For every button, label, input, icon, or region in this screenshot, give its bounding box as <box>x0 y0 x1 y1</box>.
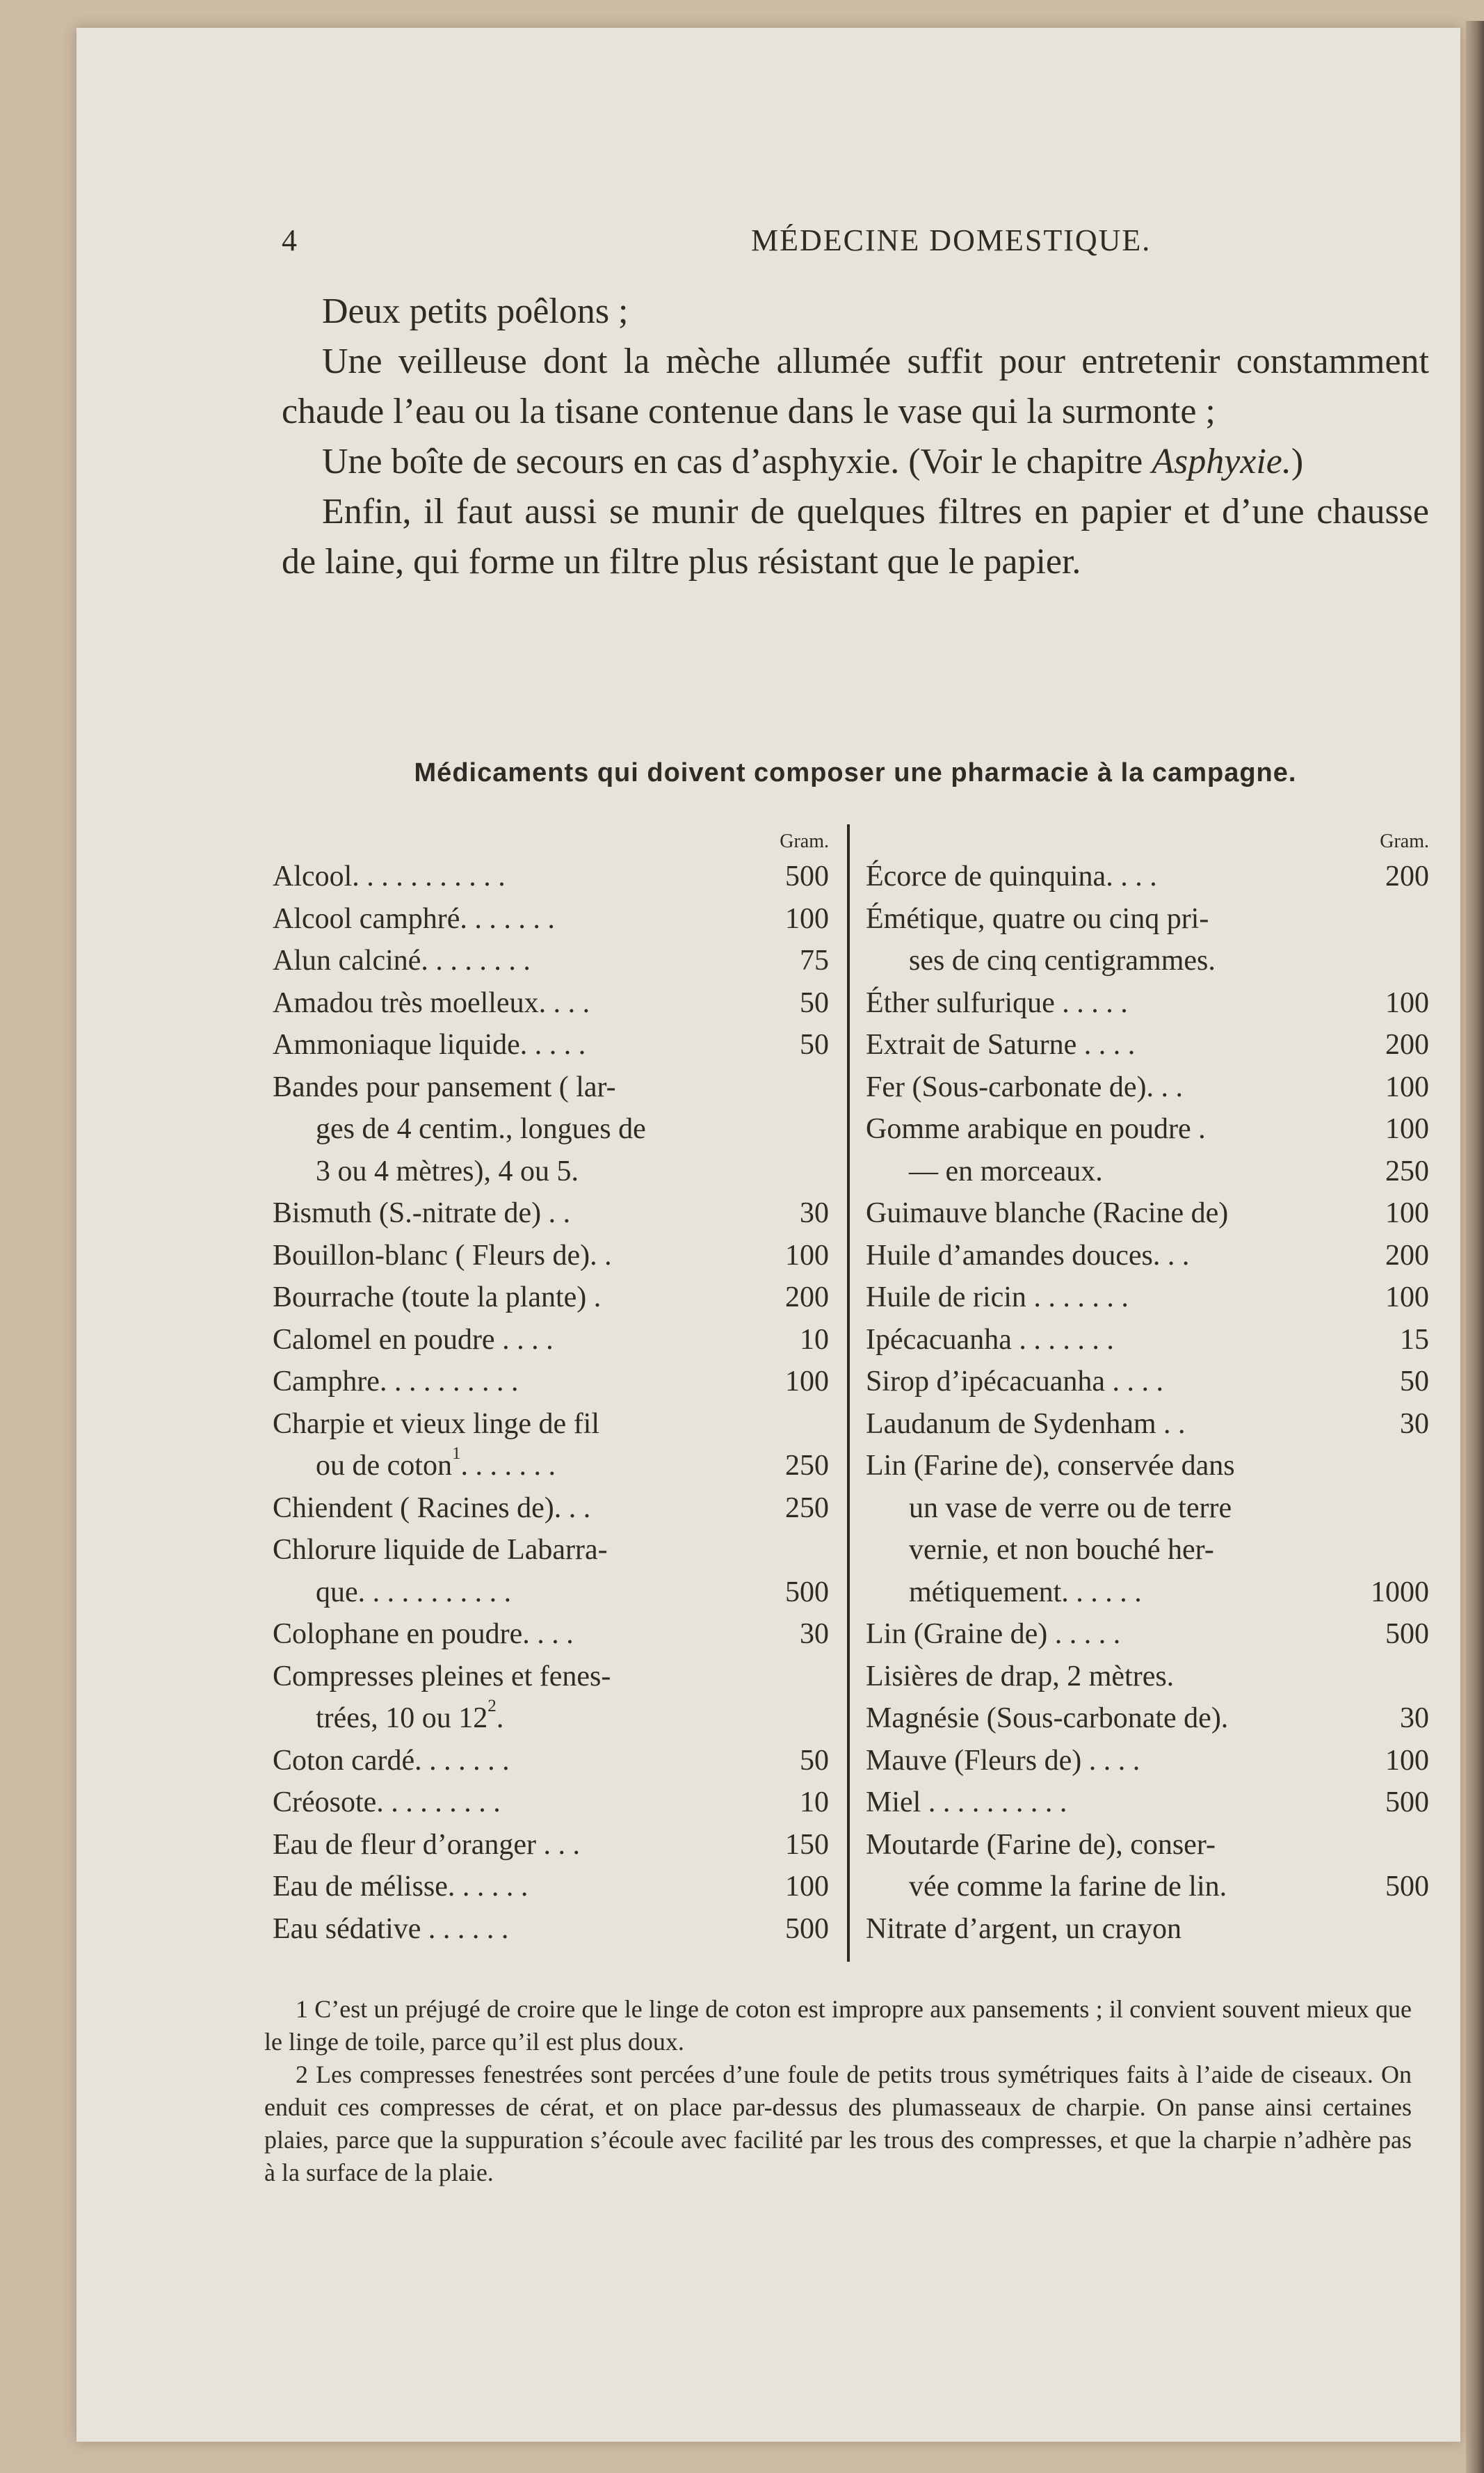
medication-name <box>866 1024 1135 1066</box>
medication-row <box>273 1529 829 1571</box>
paragraph: Enfin, il faut aussi se munir de quelques filtres en papier et d’une chausse de laine, qui forme un filtre plus résistant que le papier. <box>282 492 1429 582</box>
medication-name-text: vernie, et non bouché her- <box>909 1534 1214 1566</box>
quantity-grams: 200 <box>1385 861 1429 893</box>
medication-row <box>273 1866 829 1908</box>
medication-name <box>866 1908 1181 1951</box>
running-title: MÉDECINE DOMESTIQUE. <box>751 223 1152 257</box>
medication-row <box>866 1108 1429 1151</box>
quantity-grams: 500 <box>785 1912 829 1945</box>
medication-row <box>273 1824 829 1866</box>
medication-name <box>273 1656 611 1698</box>
medication-name-text: vée comme la farine de lin. <box>909 1871 1227 1903</box>
medication-row <box>866 1192 1429 1235</box>
medication-name-text: Sirop d’ipécacuanha . . . . <box>866 1366 1164 1398</box>
medication-name <box>273 1487 590 1530</box>
medication-name <box>316 1151 579 1193</box>
medication-name <box>316 1108 646 1151</box>
footnote-number: 2 <box>296 2060 308 2088</box>
medication-name-text: métiquement. . . . . . <box>909 1576 1142 1608</box>
quantity-grams: 500 <box>1385 1786 1429 1818</box>
medication-row <box>273 1151 829 1193</box>
medication-name <box>273 856 506 898</box>
medication-row <box>273 1235 829 1277</box>
paragraph-text: ) <box>1291 442 1304 481</box>
medication-name <box>273 1782 501 1824</box>
medication-name-text: Charpie et vieux linge de fil <box>273 1407 600 1440</box>
medication-name <box>866 1192 1228 1235</box>
medication-name <box>866 1108 1206 1151</box>
medication-name <box>273 1403 599 1446</box>
medication-name-text: Chiendent ( Racines de). . . <box>273 1491 591 1524</box>
medication-name-text: ses de cinq centigrammes. <box>909 945 1216 977</box>
medication-row <box>273 1697 829 1740</box>
medication-row <box>273 1361 829 1403</box>
medication-name <box>866 1319 1114 1361</box>
footnote <box>264 1993 1412 2058</box>
medication-name-text: Eau de mélisse. . . . . . <box>273 1871 529 1903</box>
medication-row <box>866 1697 1429 1740</box>
medication-row <box>866 898 1429 941</box>
medication-name-text: Laudanum de Sydenham . . <box>866 1407 1186 1440</box>
medication-name-text: Bismuth (S.-nitrate de) . . <box>273 1197 571 1229</box>
medication-name <box>909 940 1216 982</box>
medication-row <box>273 1445 829 1487</box>
medication-row <box>273 1066 829 1109</box>
medication-name-text: Eau sédative . . . . . . <box>273 1912 509 1945</box>
medication-row <box>273 1782 829 1824</box>
medication-row <box>866 856 1429 898</box>
medication-row <box>273 1276 829 1319</box>
medication-name-text: Ammoniaque liquide. . . . . <box>273 1029 586 1061</box>
medication-name <box>273 1824 580 1866</box>
body-text <box>282 287 1429 587</box>
medication-name-text: Huile d’amandes douces. . . <box>866 1239 1190 1272</box>
medication-name <box>866 898 1209 941</box>
medication-row <box>866 1613 1429 1656</box>
book-edge <box>1466 21 1484 2473</box>
medication-name <box>316 1445 556 1487</box>
footnote-marker: 2 <box>487 1697 497 1715</box>
medication-name-text: Magnésie (Sous-carbonate de). <box>866 1702 1229 1734</box>
section-heading: Médicaments qui doivent composer une pharmacie à la campagne. <box>414 758 1297 787</box>
quantity-grams: 500 <box>785 861 829 893</box>
medication-name-text: Gomme arabique en poudre . <box>866 1113 1206 1145</box>
medication-name <box>273 1066 616 1109</box>
medication-row <box>273 1613 829 1656</box>
paragraph: Deux petits poêlons ; <box>322 291 629 331</box>
medication-name-text: Colophane en poudre. . . . <box>273 1618 574 1650</box>
medication-name <box>273 1192 570 1235</box>
quantity-grams: 10 <box>800 1786 829 1818</box>
medication-name-text: Chlorure liquide de Labarra- <box>273 1534 608 1566</box>
medication-row <box>866 1571 1429 1614</box>
medication-name-text: Écorce de quinquina. . . . <box>866 861 1157 893</box>
quantity-grams: 250 <box>785 1491 829 1524</box>
medication-name-text: que. . . . . . . . . . . <box>316 1576 512 1608</box>
medication-name <box>316 1571 511 1614</box>
medication-row <box>866 1403 1429 1446</box>
unit-label: Gram. <box>780 831 829 852</box>
medication-name <box>909 1866 1227 1908</box>
medication-row <box>273 1656 829 1698</box>
medication-row <box>866 940 1429 982</box>
medication-name <box>909 1487 1232 1530</box>
paragraph-text: Une boîte de secours en cas d’asphyxie. (Voir le chapitre <box>322 442 1152 481</box>
medication-name <box>866 1445 1235 1487</box>
quantity-grams: 100 <box>785 1239 829 1272</box>
medication-row <box>866 1276 1429 1319</box>
quantity-grams: 100 <box>785 1871 829 1903</box>
medication-row <box>866 1151 1429 1193</box>
quantity-grams: 1000 <box>1371 1576 1429 1608</box>
medication-name-text: Amadou très moelleux. . . . <box>273 986 590 1019</box>
medication-name <box>273 898 555 941</box>
medication-row <box>273 1740 829 1782</box>
medication-name <box>273 1024 586 1066</box>
medication-name <box>866 1782 1067 1824</box>
unit-label: Gram. <box>1380 831 1429 852</box>
quantity-grams: 100 <box>1385 1113 1429 1145</box>
quantity-grams: 75 <box>800 945 829 977</box>
medication-row <box>273 982 829 1025</box>
medication-row <box>866 1824 1429 1866</box>
medication-name <box>866 1697 1228 1740</box>
medication-row <box>866 1529 1429 1571</box>
quantity-grams: 100 <box>1385 1197 1429 1229</box>
medication-name-text: — en morceaux. <box>909 1155 1103 1187</box>
quantity-grams: 50 <box>800 1029 829 1061</box>
medication-name <box>866 1066 1183 1109</box>
medication-row <box>866 1487 1429 1530</box>
column-divider <box>847 824 850 1962</box>
medication-name <box>273 1613 574 1656</box>
medication-row <box>866 1908 1429 1951</box>
medication-name-text: Créosote. . . . . . . . . <box>273 1786 501 1818</box>
medication-name-text: Alcool. . . . . . . . . . . <box>273 861 506 893</box>
medication-name <box>866 1276 1129 1319</box>
medication-name <box>316 1697 503 1740</box>
quantity-grams: 500 <box>1385 1871 1429 1903</box>
medication-name-text: ges de 4 centim., longues de <box>316 1113 646 1145</box>
medication-row <box>273 1192 829 1235</box>
medication-name-text: Huile de ricin . . . . . . . <box>866 1281 1129 1313</box>
medication-row <box>866 1445 1429 1487</box>
medication-name-text: 3 ou 4 mètres), 4 ou 5. <box>316 1155 579 1187</box>
quantity-grams: 250 <box>1385 1155 1429 1187</box>
medication-row <box>866 1024 1429 1066</box>
medication-name <box>866 1235 1189 1277</box>
medication-name-text: Camphre. . . . . . . . . . <box>273 1366 519 1398</box>
quantity-grams: 50 <box>800 986 829 1019</box>
medication-name <box>273 1529 608 1571</box>
medication-name <box>866 982 1128 1025</box>
medication-row <box>273 1403 829 1446</box>
quantity-grams: 500 <box>785 1576 829 1608</box>
medication-name-text: ou de coton <box>316 1450 452 1482</box>
medication-name <box>273 982 590 1025</box>
medication-name-text: Guimauve blanche (Racine de) <box>866 1197 1229 1229</box>
medication-name-text: Lin (Graine de) . . . . . <box>866 1618 1121 1650</box>
quantity-grams: 30 <box>800 1197 829 1229</box>
quantity-grams: 30 <box>800 1618 829 1650</box>
medication-name-text: Alun calciné. . . . . . . . <box>273 945 531 977</box>
medication-row <box>866 1319 1429 1361</box>
footnote-text: C’est un préjugé de croire que le linge de coton est impropre aux pansements ; il convient souvent mieux que le linge de toile, parce qu’il est plus doux. <box>264 1995 1412 2056</box>
medication-name <box>909 1571 1142 1614</box>
medication-name-text: Lisières de drap, 2 mètres. <box>866 1660 1175 1692</box>
medication-name-text: Émétique, quatre ou cinq pri- <box>866 902 1209 935</box>
medication-name-text: Eau de fleur d’oranger . . . <box>273 1828 580 1861</box>
quantity-grams: 500 <box>1385 1618 1429 1650</box>
medication-row <box>273 1108 829 1151</box>
medication-name <box>866 1740 1140 1782</box>
page-number: 4 <box>282 223 298 257</box>
quantity-grams: 200 <box>1385 1239 1429 1272</box>
quantity-grams: 10 <box>800 1323 829 1356</box>
medication-row <box>866 1235 1429 1277</box>
medication-name <box>273 1319 554 1361</box>
medication-row <box>273 1571 829 1614</box>
medication-name <box>866 1361 1163 1403</box>
medication-column-left <box>273 828 829 1950</box>
medication-row <box>273 1487 829 1530</box>
footnote <box>264 2058 1412 2189</box>
medication-row <box>273 1908 829 1951</box>
medication-name <box>273 1361 518 1403</box>
medication-name-text: Calomel en poudre . . . . <box>273 1323 554 1356</box>
quantity-grams: 200 <box>785 1281 829 1313</box>
quantity-grams: 100 <box>1385 1071 1429 1103</box>
medication-row <box>866 1361 1429 1403</box>
medication-name <box>273 1740 510 1782</box>
medication-name-text: Extrait de Saturne . . . . <box>866 1029 1136 1061</box>
quantity-grams: 100 <box>785 1366 829 1398</box>
quantity-grams: 200 <box>1385 1029 1429 1061</box>
medication-name <box>866 1824 1216 1866</box>
quantity-grams: 15 <box>1400 1323 1429 1356</box>
medication-name-text: Coton cardé. . . . . . . <box>273 1744 510 1777</box>
leader-dots: . <box>496 1702 504 1734</box>
medication-column-right <box>866 828 1429 1950</box>
footnote-number: 1 <box>296 1995 308 2023</box>
medication-name-text: Lin (Farine de), conservée dans <box>866 1450 1235 1482</box>
page-header <box>202 223 1484 264</box>
quantity-grams: 50 <box>800 1744 829 1777</box>
medication-name <box>273 1866 528 1908</box>
medication-name <box>866 1403 1186 1446</box>
medication-name <box>909 1529 1214 1571</box>
paragraph <box>282 437 1429 487</box>
medication-row <box>866 1782 1429 1824</box>
medication-row <box>273 898 829 941</box>
medication-name <box>273 1235 612 1277</box>
medication-row <box>866 1066 1429 1109</box>
medication-row <box>273 856 829 898</box>
medication-name-text: Moutarde (Farine de), conser- <box>866 1828 1216 1861</box>
medication-name-text: Compresses pleines et fenes- <box>273 1660 611 1692</box>
medication-row <box>866 1866 1429 1908</box>
quantity-grams: 100 <box>1385 986 1429 1019</box>
medication-name-text: Miel . . . . . . . . . . <box>866 1786 1067 1818</box>
medication-name-text: Fer (Sous-carbonate de). . . <box>866 1071 1184 1103</box>
medication-name <box>866 1656 1174 1698</box>
quantity-grams: 100 <box>785 902 829 935</box>
leader-dots: . . . . . . . <box>460 1450 556 1482</box>
medication-name <box>909 1151 1103 1193</box>
medication-name-text: un vase de verre ou de terre <box>909 1491 1232 1524</box>
medication-name <box>273 1908 508 1951</box>
medication-name <box>273 1276 601 1319</box>
medication-name-text: Nitrate d’argent, un crayon <box>866 1912 1182 1945</box>
medication-row <box>273 1319 829 1361</box>
italic-reference: Asphyxie. <box>1152 442 1291 481</box>
medication-row <box>866 982 1429 1025</box>
quantity-grams: 30 <box>1400 1702 1429 1734</box>
footnote-marker: 1 <box>451 1444 461 1463</box>
medication-name-text: Éther sulfurique . . . . . <box>866 986 1128 1019</box>
medication-name <box>866 1613 1120 1656</box>
quantity-grams: 150 <box>785 1828 829 1861</box>
paragraph: Une veilleuse dont la mèche allumée suffit pour entretenir constamment chaude l’eau ou la tisane contenue dans le vase qui la surmonte ; <box>282 342 1429 431</box>
medication-row <box>273 940 829 982</box>
medication-name <box>273 940 531 982</box>
quantity-grams: 250 <box>785 1450 829 1482</box>
medication-name-text: Bandes pour pansement ( lar- <box>273 1071 616 1103</box>
footnote-text: Les compresses fenestrées sont percées d’une foule de petits trous symétriques faits à l’aide de ciseaux. On enduit ces compresses de cérat, et on place par-dessus des plumasseaux de charpie. On panse ainsi certaines plaies, parce que la suppuration s’écoule avec facilité par les trous des compresses, et que la charpie n’adhère pas à la surface de la plaie. <box>264 2060 1412 2186</box>
quantity-grams: 50 <box>1400 1366 1429 1398</box>
medication-row <box>866 1740 1429 1782</box>
medication-name-text: Bouillon-blanc ( Fleurs de). . <box>273 1239 612 1272</box>
medication-name-text: Alcool camphré. . . . . . . <box>273 902 555 935</box>
medication-name-text: Bourrache (toute la plante) . <box>273 1281 602 1313</box>
medication-name-text: Mauve (Fleurs de) . . . . <box>866 1744 1140 1777</box>
medication-row <box>866 1656 1429 1698</box>
medication-name-text: Ipécacuanha . . . . . . . <box>866 1323 1114 1356</box>
quantity-grams: 100 <box>1385 1281 1429 1313</box>
quantity-grams: 100 <box>1385 1744 1429 1777</box>
footnotes <box>264 1993 1412 2189</box>
medication-row <box>273 1024 829 1066</box>
quantity-grams: 30 <box>1400 1407 1429 1440</box>
medication-name <box>866 856 1157 898</box>
medication-name-text: trées, 10 ou 12 <box>316 1702 488 1734</box>
